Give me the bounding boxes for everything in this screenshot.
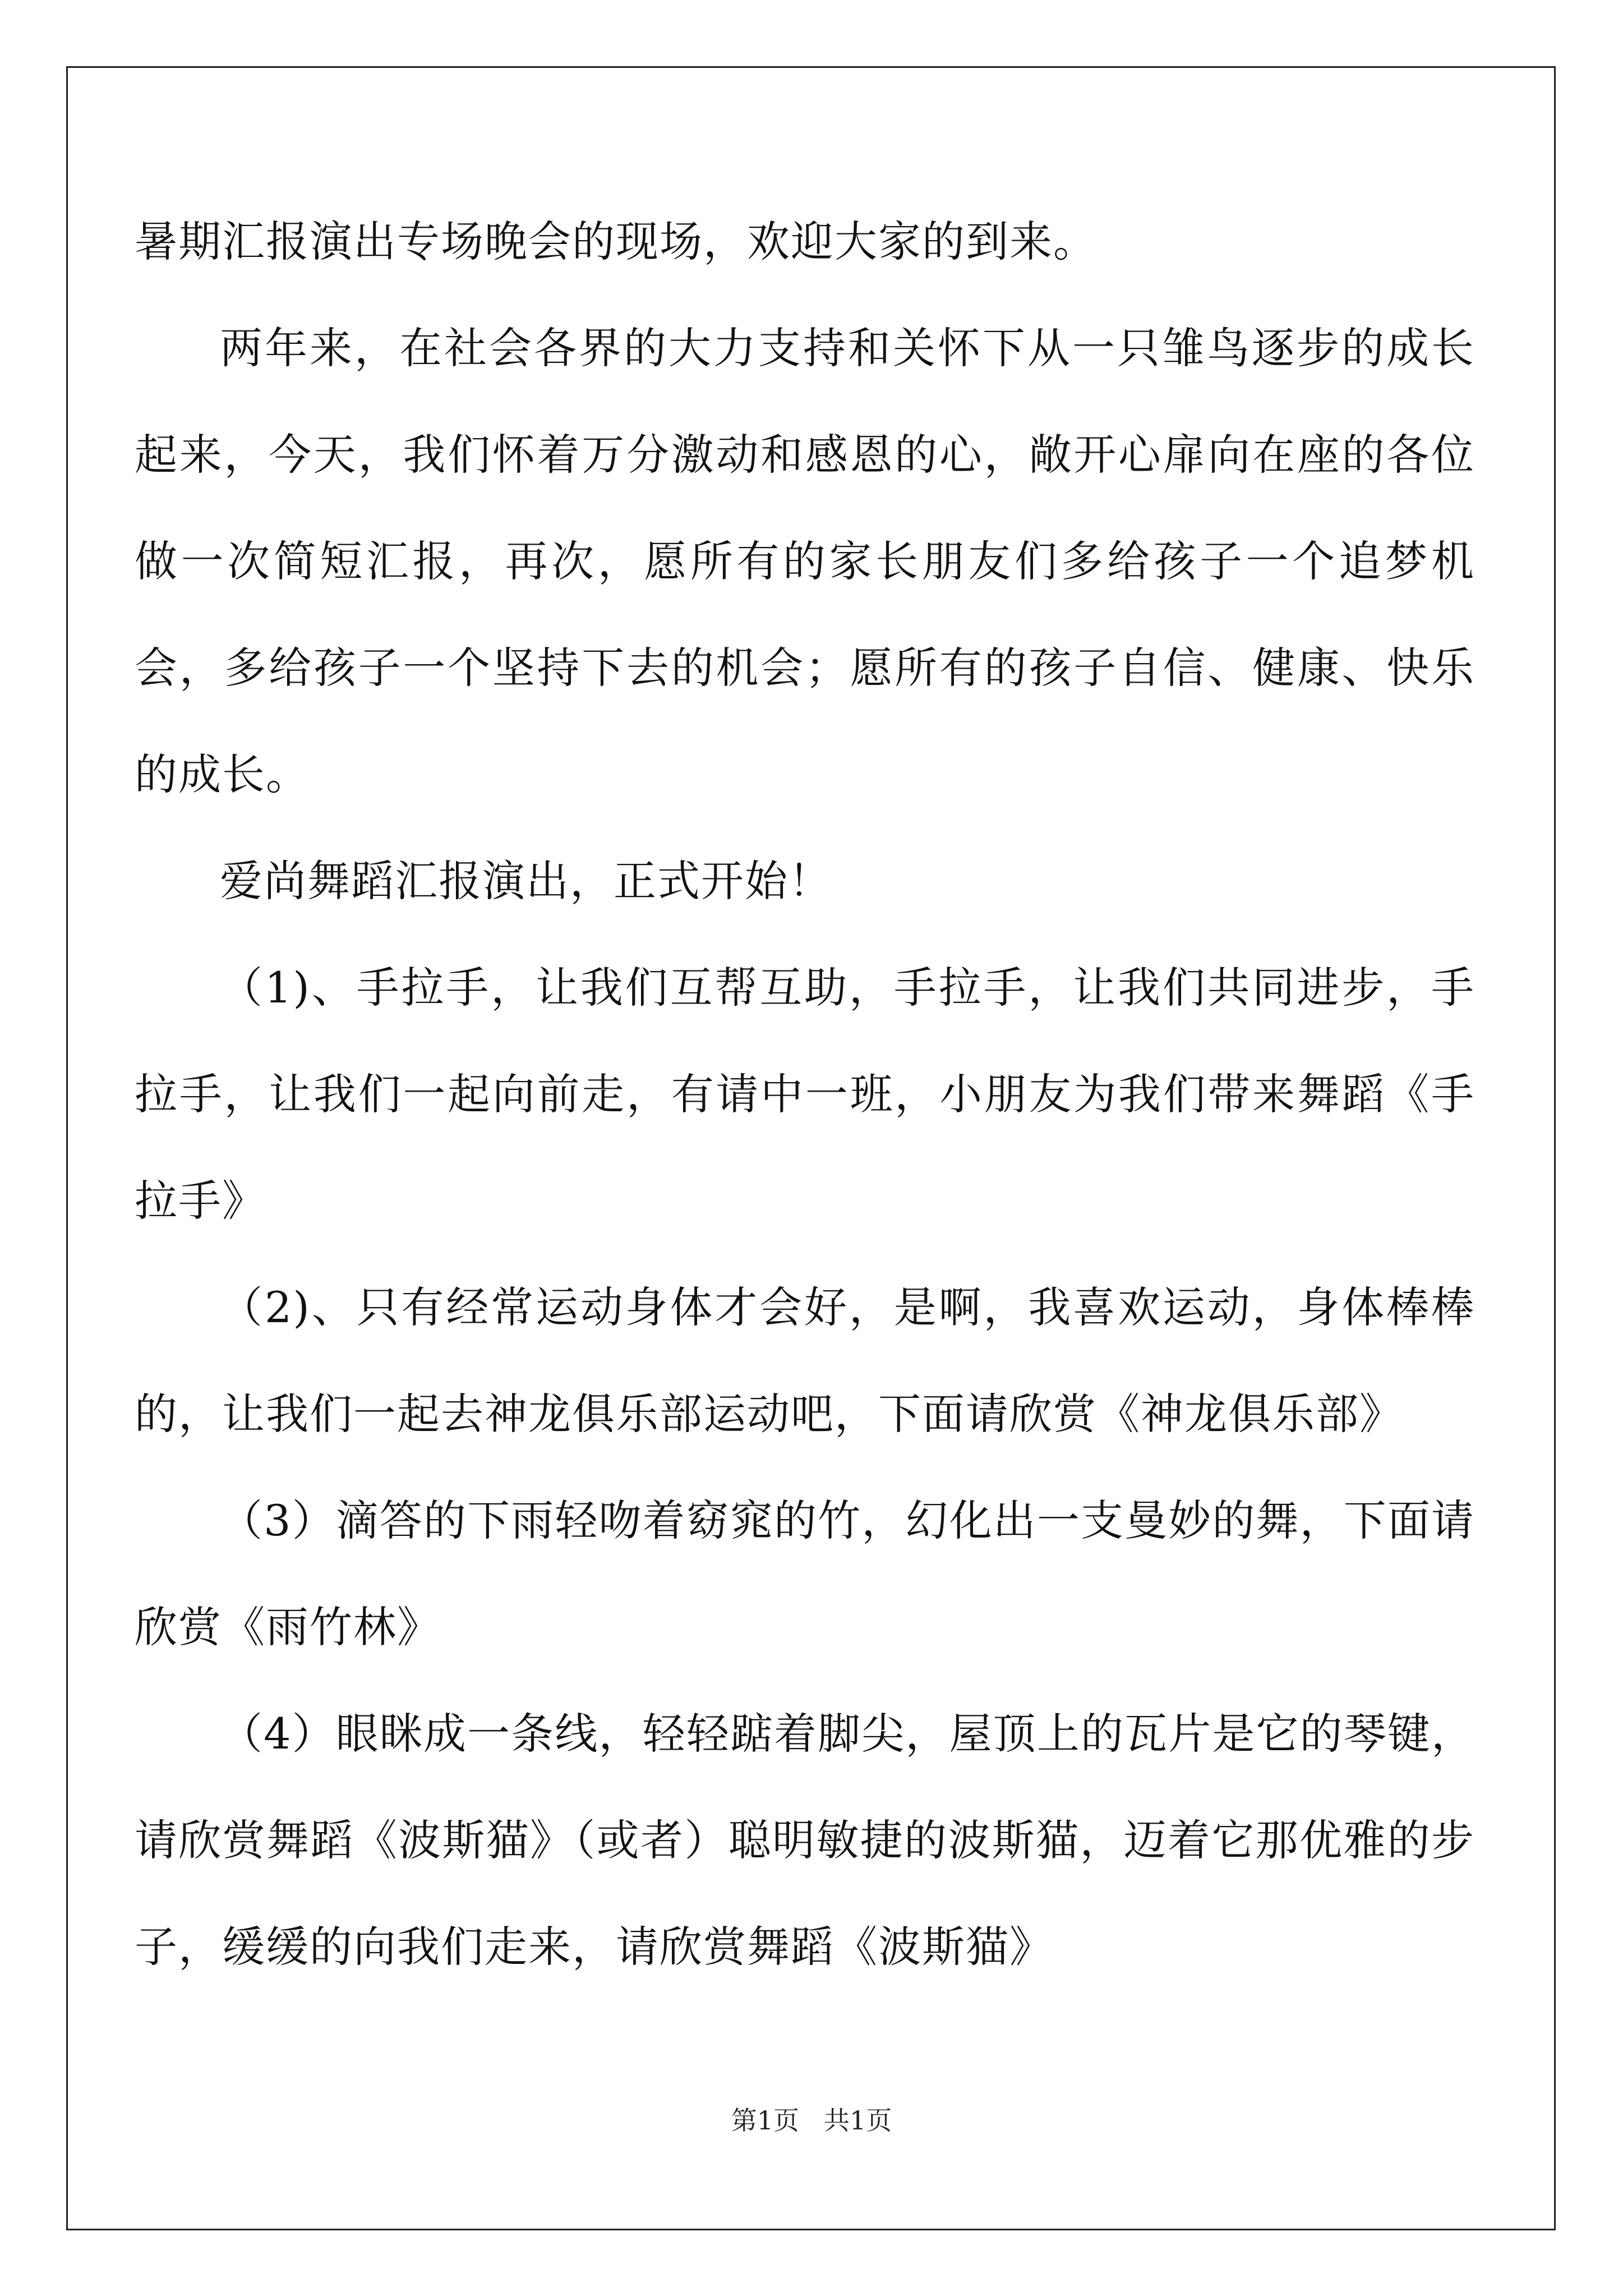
document-body [135,188,1475,2000]
footer-spacer [799,2105,824,2136]
paragraph-program-1: （1)、手拉手，让我们互帮互助，手拉手，让我们共同进步，手拉手，让我们一起向前走，有请中一班，小朋友为我们带来舞蹈《手拉手》 [135,963,1475,1226]
page-footer [0,2104,1623,2137]
paragraph-start: 爱尚舞蹈汇报演出，正式开始！ [220,856,832,906]
paragraph-welcome: 暑期汇报演出专场晚会的现场，欢迎大家的到来。 [135,217,1097,266]
paragraph-program-3: （3）滴答的下雨轻吻着窈窕的竹，幻化出一支曼妙的舞，下面请欣赏《雨竹林》 [135,1496,1475,1652]
paragraph-program-4: （4）眼眯成一条线，轻轻踮着脚尖，屋顶上的瓦片是它的琴键，请欣赏舞蹈《波斯猫》（或者）聪明敏捷的波斯猫，迈着它那优雅的步子，缓缓的向我们走来，请欣赏舞蹈《波斯猫》 [135,1709,1475,1972]
page-total: 共1页 [823,2105,892,2136]
page-number: 第1页 [731,2105,800,2136]
paragraph-program-2: （2)、只有经常运动身体才会好，是啊，我喜欢运动，身体棒棒的，让我们一起去神龙俱乐部运动吧，下面请欣赏《神龙俱乐部》 [135,1282,1475,1439]
paragraph-intro: 两年来，在社会各界的大力支持和关怀下从一只雏鸟逐步的成长起来，今天，我们怀着万分激动和感恩的心，敞开心扉向在座的各位做一次简短汇报，再次，愿所有的家长朋友们多给孩子一个追梦机会，多给孩子一个坚持下去的机会；愿所有的孩子自信、健康、快乐的成长。 [135,323,1475,799]
